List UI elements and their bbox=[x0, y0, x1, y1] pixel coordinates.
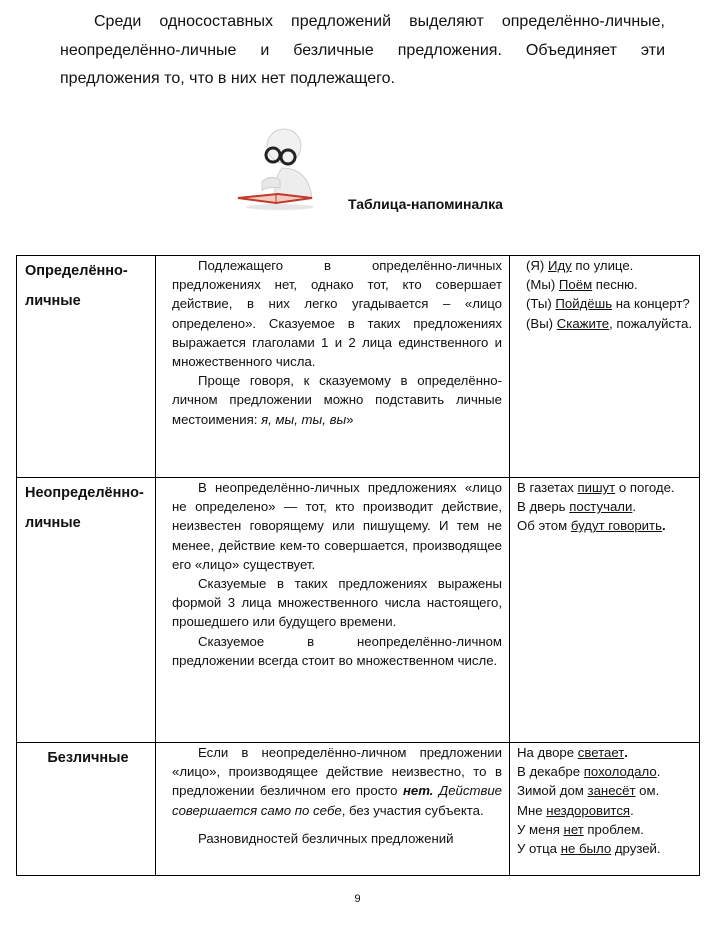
description-cell bbox=[156, 478, 510, 743]
table-row bbox=[17, 478, 700, 743]
term-label: Определённо-личные bbox=[25, 263, 128, 309]
examples-cell bbox=[510, 743, 700, 876]
term-cell bbox=[17, 256, 156, 478]
term-cell bbox=[17, 478, 156, 743]
examples-cell bbox=[510, 478, 700, 743]
page-number: 9 bbox=[354, 893, 361, 905]
example-line: В газетах пишут о погоде. bbox=[517, 480, 675, 495]
description-paragraph: Сказуемое в неопределённо-личном предложении всегда стоит во множественном числе. bbox=[172, 633, 502, 668]
example-line: (Я) Иду по улице. bbox=[526, 258, 634, 273]
example-line: Зимой дом занесёт ом. bbox=[517, 783, 660, 799]
example-line: Мне нездоровится. bbox=[517, 802, 634, 818]
description-paragraph: Если в неопределённо-личном предложении «лицо», производящее действие неизвестно, то в предложении безличном его просто нет. Действие совершается само по себе, без участия субъекта. bbox=[172, 745, 502, 818]
reading-figure-icon bbox=[232, 124, 332, 214]
example-line: Об этом будут говорить. bbox=[517, 518, 666, 534]
example-line: (Ты) Пойдёшь на концерт? bbox=[526, 296, 690, 312]
description-paragraph: В неопределённо-личных предложениях «лицо не определено» — тот, кто производит действие, неизвестен говорящему или пишущему. И тем не менее, действие кем-то совершается, производящее его «лицо» существует. bbox=[172, 480, 502, 572]
table-caption: Таблица-напоминалка bbox=[348, 196, 503, 212]
term-label: Неопределённо-личные bbox=[25, 485, 144, 531]
example-line: На дворе светает. bbox=[517, 745, 628, 760]
description-cell bbox=[156, 256, 510, 478]
table-row bbox=[17, 256, 700, 478]
memo-table bbox=[16, 255, 700, 876]
description-paragraph: Проще говоря, к сказуемому в определённо-личном предложении можно подставить личные местоимения: я, мы, ты, вы» bbox=[172, 373, 502, 427]
example-line: В дверь постучали. bbox=[517, 499, 637, 515]
intro-paragraph: Среди односоставных предложений выделяют определённо-личные, неопределённо-личные и безличные предложения. Объединяет эти предложения то, что в них нет подлежащего. bbox=[60, 13, 665, 87]
example-line: У отца не было друзей. bbox=[517, 841, 661, 857]
table-row bbox=[17, 743, 700, 876]
description-paragraph: Подлежащего в определённо-личных предложениях нет, однако тот, кто совершает действие, в них легко угадывается – «лицо определено». Сказуемое в таких предложениях выражается глаголами 1 и 2 лица единственного и множественного числа. bbox=[172, 258, 502, 370]
examples-cell bbox=[510, 256, 700, 478]
description-cell bbox=[156, 743, 510, 876]
intro-text bbox=[60, 8, 665, 94]
example-line: В декабре похолодало. bbox=[517, 764, 661, 780]
term-label: Безличные bbox=[47, 750, 129, 766]
example-line: У меня нет проблем. bbox=[517, 821, 644, 837]
term-cell bbox=[17, 743, 156, 876]
description-paragraph: Разновидностей безличных предложений bbox=[198, 830, 454, 846]
example-line: (Мы) Поём песню. bbox=[526, 277, 638, 293]
description-paragraph: Сказуемые в таких предложениях выражены формой 3 лица множественного числа настоящего, прошедшего или будущего времени. bbox=[172, 576, 502, 630]
example-line: (Вы) Скажите, пожалуйста. bbox=[526, 315, 693, 331]
